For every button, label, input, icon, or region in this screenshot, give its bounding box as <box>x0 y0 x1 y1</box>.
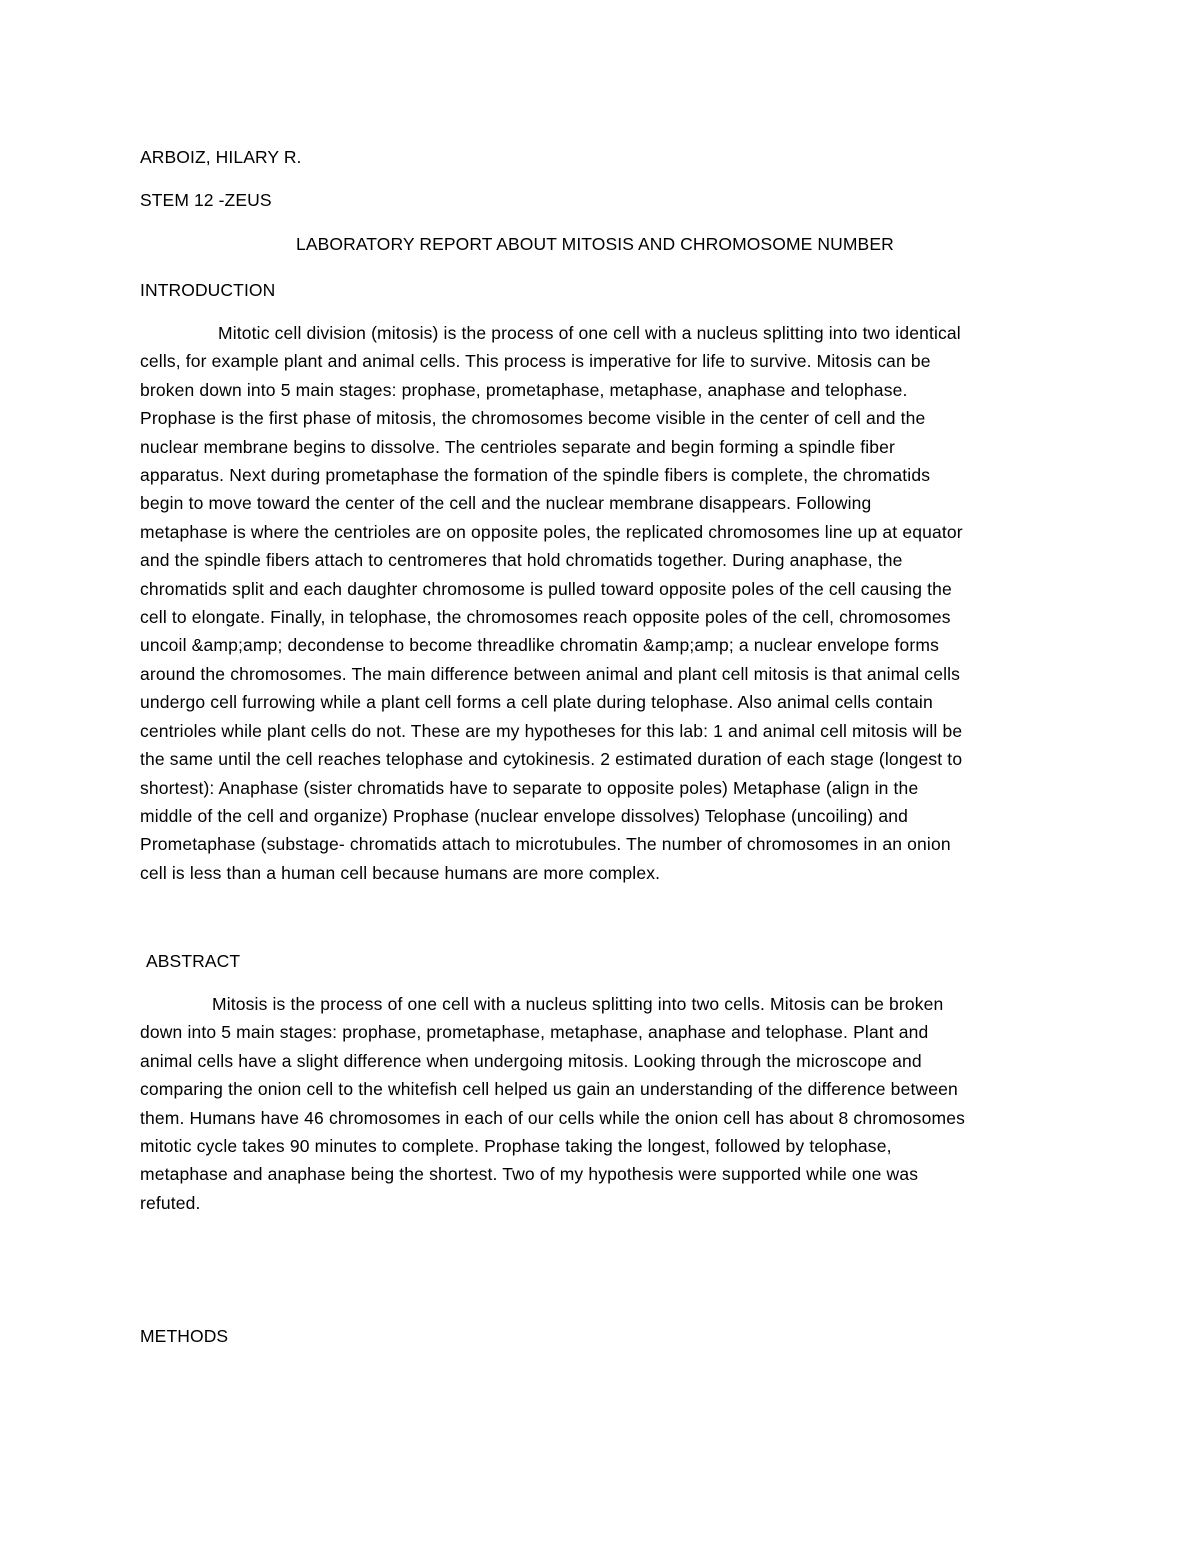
intro-line: metaphase is where the centrioles are on opposite poles, the replicated chromosomes line up at equator <box>140 521 963 542</box>
abstract-line: comparing the onion cell to the whitefish cell helped us gain an understanding of the difference between <box>140 1079 958 1100</box>
intro-line: cell is less than a human cell because humans are more complex. <box>140 862 661 883</box>
intro-line: cell to elongate. Finally, in telophase, the chromosomes reach opposite poles of the cell, chromosomes <box>140 607 951 628</box>
intro-line: Mitotic cell division (mitosis) is the process of one cell with a nucleus splitting into two identical <box>218 323 961 343</box>
report-title: LABORATORY REPORT ABOUT MITOSIS AND CHROMOSOME NUMBER <box>296 234 894 254</box>
intro-line: undergo cell furrowing while a plant cell forms a cell plate during telophase. Also animal cells contain <box>140 692 933 713</box>
abstract-line: them. Humans have 46 chromosomes in each of our cells while the onion cell has about 8 chromosomes <box>140 1107 965 1128</box>
intro-line: Prometaphase (substage- chromatids attach to microtubules. The number of chromosomes in an onion <box>140 834 951 855</box>
intro-line: chromatids split and each daughter chromosome is pulled toward opposite poles of the cell causing the <box>140 578 952 599</box>
intro-line: the same until the cell reaches telophase and cytokinesis. 2 estimated duration of each stage (longest to <box>140 749 963 770</box>
intro-line: begin to move toward the center of the cell and the nuclear membrane disappears. Following <box>140 493 872 514</box>
class-section: STEM 12 -ZEUS <box>140 190 272 210</box>
introduction-paragraph <box>140 319 1070 887</box>
abstract-heading: ABSTRACT <box>146 951 241 971</box>
intro-line: apparatus. Next during prometaphase the formation of the spindle fibers is complete, the chromatids <box>140 465 931 486</box>
intro-line: cells, for example plant and animal cells. This process is imperative for life to survive. Mitosis can be <box>140 351 931 372</box>
intro-line: Prophase is the first phase of mitosis, the chromosomes become visible in the center of cell and the <box>140 408 926 429</box>
abstract-line: mitotic cycle takes 90 minutes to complete. Prophase taking the longest, followed by telophase, <box>140 1136 892 1157</box>
intro-line: and the spindle fibers attach to centromeres that hold chromatids together. During anaphase, the <box>140 550 903 571</box>
intro-line: centrioles while plant cells do not. These are my hypotheses for this lab: 1 and animal cell mitosis will be <box>140 720 963 741</box>
abstract-line: Mitosis is the process of one cell with a nucleus splitting into two cells. Mitosis can be broken <box>212 994 944 1014</box>
methods-heading: METHODS <box>140 1326 229 1346</box>
introduction-heading: INTRODUCTION <box>140 280 276 300</box>
abstract-paragraph <box>140 990 1070 1217</box>
abstract-line: down into 5 main stages: prophase, prometaphase, metaphase, anaphase and telophase. Plant and <box>140 1022 929 1043</box>
intro-line: around the chromosomes. The main difference between animal and plant cell mitosis is that animal cells <box>140 663 961 684</box>
intro-line: broken down into 5 main stages: prophase, prometaphase, metaphase, anaphase and telophase. <box>140 379 908 400</box>
abstract-line: animal cells have a slight difference when undergoing mitosis. Looking through the microscope and <box>140 1050 922 1071</box>
abstract-line: refuted. <box>140 1192 201 1213</box>
intro-line: uncoil &amp;amp; decondense to become threadlike chromatin &amp;amp; a nuclear envelope forms <box>140 635 939 656</box>
intro-line: nuclear membrane begins to dissolve. The centrioles separate and begin forming a spindle fiber <box>140 436 896 457</box>
intro-line: shortest): Anaphase (sister chromatids have to separate to opposite poles) Metaphase (align in the <box>140 777 919 798</box>
abstract-line: metaphase and anaphase being the shortest. Two of my hypothesis were supported while one was <box>140 1164 919 1185</box>
intro-line: middle of the cell and organize) Prophase (nuclear envelope dissolves) Telophase (uncoiling) and <box>140 805 909 826</box>
author-name: ARBOIZ, HILARY R. <box>140 147 302 167</box>
